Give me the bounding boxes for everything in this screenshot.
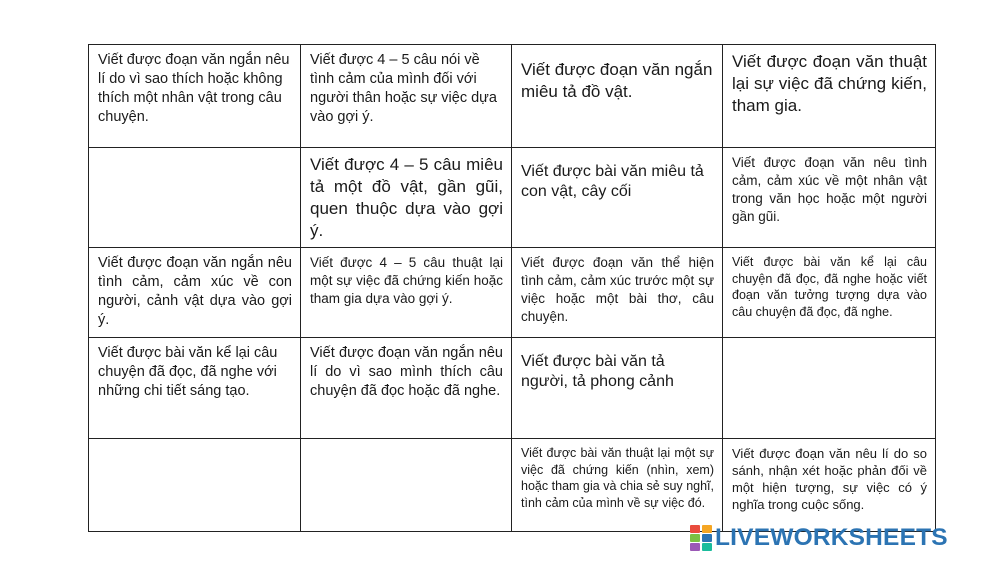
logo-mark-block (690, 525, 700, 533)
logo-mark-block (690, 534, 700, 542)
table-row (89, 338, 936, 439)
table-row (89, 248, 936, 338)
table-cell (301, 248, 512, 338)
table-cell (512, 338, 723, 439)
cell-text: Viết được 4 – 5 câu miêu tả một đồ vật, gần gũi, quen thuộc dựa vào gợi ý. (310, 155, 503, 240)
cell-text: Viết được bài văn kể lại câu chuyện đã đọc, đã nghe hoặc viết đoạn văn tưởng tượng dựa vào câu chuyện đã đọc, đã nghe. (732, 255, 927, 319)
logo-mark-block (690, 543, 700, 551)
cell-text: Viết được bài văn thuật lại một sự việc đã chứng kiến (nhìn, xem) hoặc tham gia và chia sẻ suy nghĩ, tình cảm của mình về sự việc đó. (521, 446, 714, 510)
logo-mark-block (702, 543, 712, 551)
table-cell (301, 148, 512, 248)
table-cell (89, 338, 301, 439)
table-cell (723, 338, 936, 439)
cell-text: Viết được đoạn văn ngắn nêu lí do vì sao mình thích câu chuyện đã đọc hoặc đã nghe. (310, 345, 503, 399)
logo-mark-block (702, 534, 712, 542)
cell-text: Viết được đoạn văn thể hiện tình cảm, cảm xúc trước một sự việc hoặc một bài thơ, câu chuyện. (521, 255, 714, 324)
table-row (89, 439, 936, 532)
table-row (89, 148, 936, 248)
table-cell (723, 45, 936, 148)
cell-text: Viết được đoạn văn ngắn nêu lí do vì sao thích hoặc không thích một nhân vật trong câu chuyện. (98, 52, 290, 125)
cell-text: Viết được 4 – 5 câu thuật lại một sự việc đã chứng kiến hoặc tham gia dựa vào gợi ý. (310, 255, 503, 306)
cell-text: Viết được đoạn văn nêu lí do so sánh, nhận xét hoặc phản đối về một hiện tượng, sự việc có ý nghĩa trong cuộc sống. (732, 446, 927, 512)
logo-mark-icon (690, 525, 712, 551)
cell-text: Viết được đoạn văn nêu tình cảm, cảm xúc về một nhân vật trong văn học hoặc một người gần gũi. (732, 155, 927, 224)
liveworksheets-logo[interactable] (690, 522, 948, 554)
table-cell (512, 248, 723, 338)
table-cell (301, 439, 512, 532)
table-cell (723, 248, 936, 338)
table-cell (512, 148, 723, 248)
table-cell (301, 338, 512, 439)
competency-table (88, 44, 936, 532)
table-cell (723, 148, 936, 248)
logo-text: LIVEWORKSHEETS (715, 524, 948, 551)
table-cell (89, 248, 301, 338)
table-cell (89, 45, 301, 148)
cell-text: Viết được bài văn miêu tả con vật, cây cối (521, 163, 704, 200)
cell-text: Viết được đoạn văn ngắn nêu tình cảm, cảm xúc về con người, cảnh vật dựa vào gợi ý. (98, 255, 292, 328)
table-cell (512, 439, 723, 532)
table-cell (89, 148, 301, 248)
cell-text: Viết được bài văn kể lại câu chuyện đã đọc, đã nghe với những chi tiết sáng tạo. (98, 345, 278, 399)
table-cell (89, 439, 301, 532)
logo-mark-block (702, 525, 712, 533)
cell-text: Viết được đoạn văn thuật lại sự việc đã chứng kiến, tham gia. (732, 52, 927, 115)
cell-text: Viết được 4 – 5 câu nói về tình cảm của mình đối với người thân hoặc sự việc dựa vào gợi ý. (310, 52, 497, 125)
cell-text: Viết được bài văn tả người, tả phong cảnh (521, 353, 674, 390)
table-cell (723, 439, 936, 532)
table-cell (512, 45, 723, 148)
table-row (89, 45, 936, 148)
cell-text: Viết được đoạn văn ngắn miêu tả đồ vật. (521, 60, 713, 101)
table-cell (301, 45, 512, 148)
